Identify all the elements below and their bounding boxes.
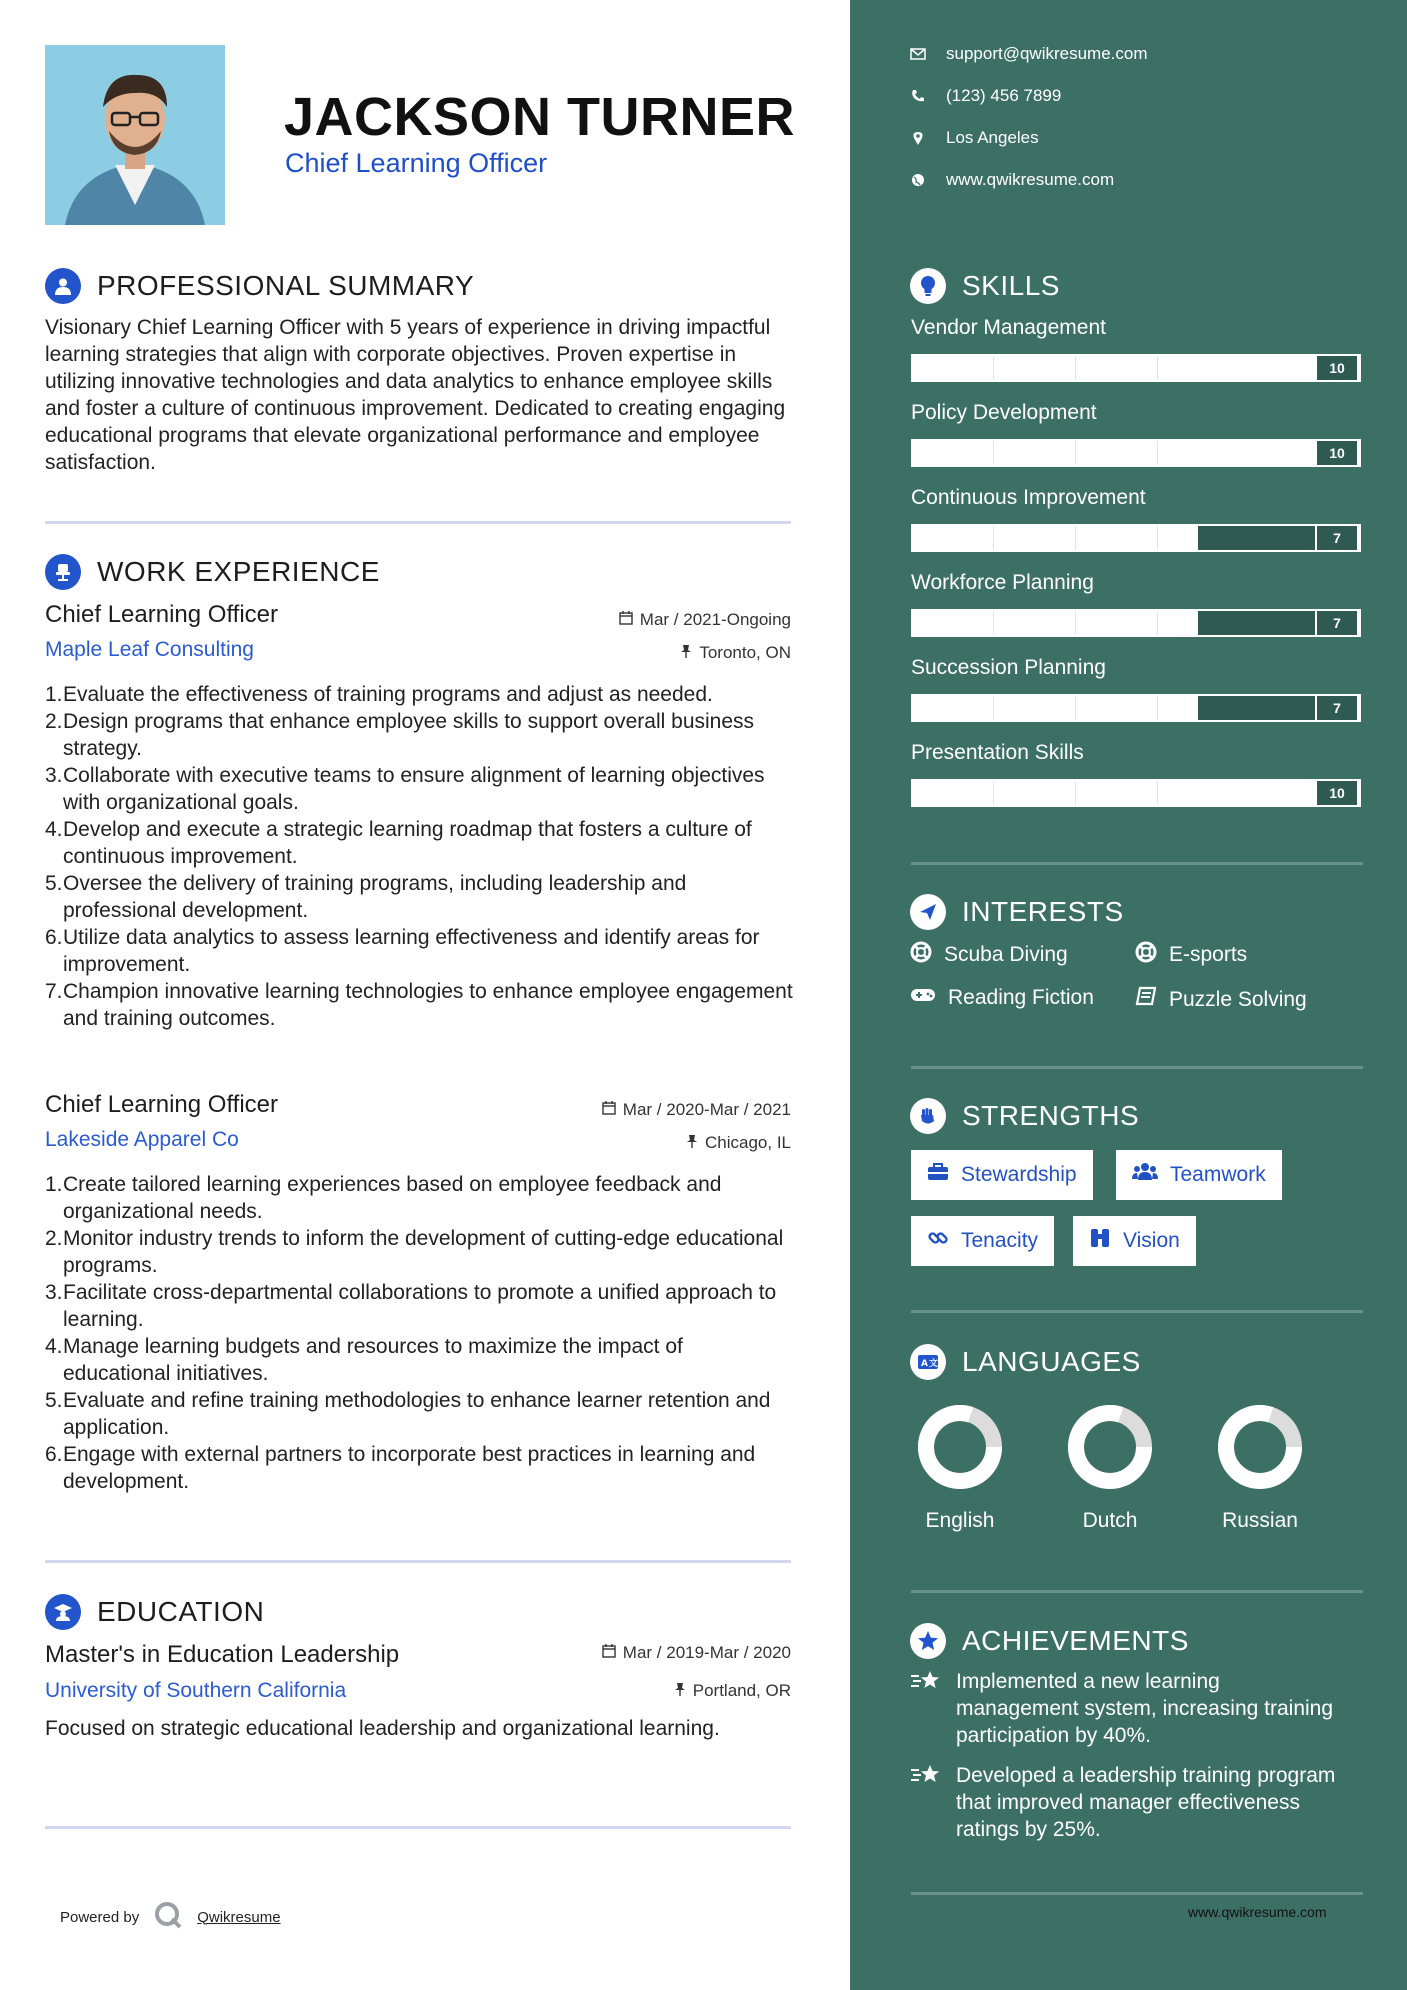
school-name: University of Southern California — [45, 1679, 347, 1702]
skill-bar-fill — [913, 441, 1359, 465]
skill-bar-segment — [993, 781, 994, 805]
skill-bar-segment — [1075, 526, 1076, 550]
section-divider — [911, 1310, 1363, 1313]
company-name: Lakeside Apparel Co — [45, 1128, 239, 1151]
achievement-item: Developed a leadership training program that improved manager effectiveness ratings by 25%. — [910, 1762, 1340, 1843]
strength-badge: Vision — [1073, 1216, 1196, 1266]
skill-bar-segment — [993, 441, 994, 465]
list-item: 2. Design programs that enhance employee skills to support overall business strategy. — [45, 710, 755, 760]
skill-name: Continuous Improvement — [911, 486, 1146, 509]
skill-bar-segment — [993, 611, 994, 635]
skill-bar — [911, 439, 1361, 467]
interests-heading: INTERESTS — [962, 896, 1124, 927]
education-heading: EDUCATION — [97, 1596, 265, 1627]
skill-bar-segment — [1075, 356, 1076, 380]
globe-icon — [910, 172, 926, 188]
list-item: 1. Create tailored learning experiences based on employee feedback and organizational needs. — [45, 1173, 722, 1223]
education-description: Focused on strategic educational leadership and organizational learning. — [45, 1717, 720, 1740]
job-responsibilities — [45, 1171, 795, 1495]
interest-item: Scuba Diving — [910, 941, 1068, 969]
skill-bar-segment — [1157, 441, 1158, 465]
section-divider — [911, 1590, 1363, 1593]
language-item — [1200, 1405, 1320, 1533]
summary-heading: PROFESSIONAL SUMMARY — [97, 270, 475, 301]
interest-item: Reading Fiction — [910, 986, 1094, 1010]
pin-icon — [680, 643, 692, 663]
life-ring-icon — [1135, 941, 1157, 969]
list-item: 3. Facilitate cross-departmental collaborations to promote a unified approach to learning. — [45, 1281, 777, 1331]
languages-heading: LANGUAGES — [962, 1346, 1141, 1377]
skill-bar-segment — [1075, 441, 1076, 465]
lightbulb-icon — [910, 268, 946, 304]
user-icon — [45, 268, 81, 304]
skill-name: Policy Development — [911, 401, 1097, 424]
job-date: Mar / 2020-Mar / 2021 — [602, 1100, 791, 1120]
skill-level-value: 10 — [1315, 354, 1359, 382]
summary-header — [45, 268, 474, 304]
sidebar — [850, 0, 1407, 1990]
raised-fist-icon — [910, 1098, 946, 1134]
life-ring-icon — [910, 941, 932, 969]
language-name: Russian — [1222, 1509, 1298, 1532]
job-location: Chicago, IL — [686, 1133, 791, 1153]
language-name: Dutch — [1082, 1509, 1138, 1532]
contact-email: support@qwikresume.com — [910, 44, 1148, 64]
person-photo-icon — [45, 45, 225, 225]
svg-text:文: 文 — [929, 1359, 939, 1369]
map-marker-icon — [910, 130, 926, 146]
skill-name: Presentation Skills — [911, 741, 1084, 764]
briefcase-icon — [927, 1163, 949, 1187]
interests-header — [910, 894, 1124, 930]
skills-heading: SKILLS — [962, 270, 1060, 301]
skills-header — [910, 268, 1060, 304]
strengths-header — [910, 1098, 1139, 1134]
users-icon — [1132, 1162, 1158, 1188]
skill-bar-segment — [1157, 781, 1158, 805]
language-level-ring — [918, 1405, 1002, 1489]
candidate-name: JACKSON TURNER — [284, 87, 796, 147]
calendar-icon — [602, 1100, 616, 1120]
office-chair-icon — [45, 554, 81, 590]
candidate-title: Chief Learning Officer — [285, 148, 548, 178]
envelope-icon — [910, 46, 926, 62]
svg-text:A: A — [921, 1359, 928, 1369]
strength-badge: Tenacity — [911, 1216, 1054, 1266]
education-header — [45, 1594, 264, 1630]
skill-level-value: 7 — [1315, 609, 1359, 637]
list-item: 4. Manage learning budgets and resources to maximize the impact of educational initiatives. — [45, 1335, 683, 1385]
skill-bar-fill — [913, 356, 1359, 380]
shooting-star-icon — [910, 1668, 942, 1749]
star-badge-icon — [910, 1623, 946, 1659]
contact-phone: (123) 456 7899 — [910, 86, 1061, 106]
skill-bar-segment — [993, 696, 994, 720]
education-date: Mar / 2019-Mar / 2020 — [602, 1643, 791, 1663]
degree-title: Master's in Education Leadership — [45, 1641, 400, 1668]
powered-by: Powered by Qwikresume — [60, 1900, 281, 1934]
section-divider — [911, 1066, 1363, 1069]
pin-icon — [686, 1133, 698, 1153]
section-divider — [45, 521, 791, 524]
skill-bar-segment — [993, 356, 994, 380]
translate-icon — [910, 1344, 946, 1380]
phone-icon — [910, 88, 926, 104]
skill-bar-segment — [1157, 526, 1158, 550]
profile-photo — [45, 45, 225, 225]
skill-level-value: 7 — [1315, 524, 1359, 552]
language-item — [900, 1405, 1020, 1533]
language-level-ring — [1218, 1405, 1302, 1489]
company-name: Maple Leaf Consulting — [45, 638, 254, 661]
experience-heading: WORK EXPERIENCE — [97, 556, 380, 587]
skill-bar — [911, 354, 1361, 382]
pin-icon — [674, 1681, 686, 1701]
interest-item: E-sports — [1135, 941, 1247, 969]
skill-bar-segment — [1157, 611, 1158, 635]
link-icon — [927, 1227, 949, 1255]
skill-name: Workforce Planning — [911, 571, 1094, 594]
calendar-icon — [619, 610, 633, 630]
book-icon — [1135, 986, 1157, 1014]
gamepad-icon — [910, 986, 936, 1010]
achievement-item: Implemented a new learning management system, increasing training participation by 40%. — [910, 1668, 1340, 1749]
job-responsibilities — [45, 681, 795, 1032]
skill-bar — [911, 694, 1361, 722]
skill-bar-fill — [913, 781, 1359, 805]
summary-text: Visionary Chief Learning Officer with 5 years of experience in driving impactful learning strategies that align with corporate objectives. Proven expertise in utilizing innovative technologies and data analytics to enhance employee skills and foster a culture of continuous improvement. Dedicated to creating engaging educational programs that elevate organizational performance and employee satisfaction. — [45, 316, 786, 474]
skill-bar-fill — [913, 696, 1198, 720]
contact-website: www.qwikresume.com — [910, 170, 1114, 190]
section-divider — [911, 862, 1363, 865]
job-date: Mar / 2021-Ongoing — [619, 610, 791, 630]
job-title: Chief Learning Officer — [45, 1091, 279, 1118]
binoculars-icon — [1089, 1227, 1111, 1255]
qwikresume-logo-icon — [153, 1900, 183, 1934]
skill-level-value: 7 — [1315, 694, 1359, 722]
skill-bar-segment — [1157, 356, 1158, 380]
language-level-ring — [1068, 1405, 1152, 1489]
skill-bar-segment — [1075, 781, 1076, 805]
achievements-header — [910, 1623, 1189, 1659]
list-item: 4. Develop and execute a strategic learning roadmap that fosters a culture of continuous improvement. — [45, 818, 752, 868]
job-title: Chief Learning Officer — [45, 601, 279, 628]
paper-plane-icon — [910, 894, 946, 930]
shooting-star-icon — [910, 1762, 942, 1843]
skill-bar-fill — [913, 611, 1198, 635]
section-divider — [45, 1560, 791, 1563]
skill-bar-segment — [1075, 611, 1076, 635]
list-item: 2. Monitor industry trends to inform the development of cutting-edge educational programs. — [45, 1227, 784, 1277]
skill-bar-segment — [1075, 696, 1076, 720]
list-item: 6. Engage with external partners to incorporate best practices in learning and development. — [45, 1443, 756, 1493]
skill-bar-fill — [913, 526, 1198, 550]
list-item: 1. Evaluate the effectiveness of training programs and adjust as needed. — [45, 683, 713, 706]
experience-header — [45, 554, 380, 590]
qwikresume-link[interactable]: Qwikresume — [197, 1908, 281, 1926]
skill-bar-segment — [1157, 696, 1158, 720]
skill-bar-segment — [993, 526, 994, 550]
section-divider — [45, 1826, 791, 1829]
strengths-heading: STRENGTHS — [962, 1100, 1140, 1131]
list-item: 7. Champion innovative learning technologies to enhance employee engagement and training outcomes. — [45, 980, 793, 1030]
skill-level-value: 10 — [1315, 439, 1359, 467]
skill-name: Vendor Management — [911, 316, 1106, 339]
section-divider — [911, 1892, 1363, 1895]
achievements-heading: ACHIEVEMENTS — [962, 1625, 1189, 1656]
list-item: 3. Collaborate with executive teams to ensure alignment of learning objectives with organizational goals. — [45, 764, 765, 814]
education-location: Portland, OR — [674, 1681, 791, 1701]
skill-level-value: 10 — [1315, 779, 1359, 807]
language-item — [1050, 1405, 1170, 1533]
list-item: 5. Oversee the delivery of training programs, including leadership and professional development. — [45, 872, 687, 922]
skill-bar — [911, 779, 1361, 807]
calendar-icon — [602, 1643, 616, 1663]
job-location: Toronto, ON — [680, 643, 791, 663]
languages-header — [910, 1344, 1141, 1380]
footer-website[interactable]: www.qwikresume.com — [1188, 1904, 1327, 1920]
skill-bar — [911, 609, 1361, 637]
language-name: English — [925, 1509, 995, 1532]
strength-badge: Stewardship — [911, 1150, 1093, 1200]
skill-bar — [911, 524, 1361, 552]
interest-item: Puzzle Solving — [1135, 986, 1307, 1014]
skill-name: Succession Planning — [911, 656, 1106, 679]
contact-location: Los Angeles — [910, 128, 1039, 148]
graduate-icon — [45, 1594, 81, 1630]
list-item: 6. Utilize data analytics to assess learning effectiveness and identify areas for improvement. — [45, 926, 760, 976]
strength-badge: Teamwork — [1116, 1150, 1282, 1200]
list-item: 5. Evaluate and refine training methodologies to enhance learner retention and application. — [45, 1389, 771, 1439]
